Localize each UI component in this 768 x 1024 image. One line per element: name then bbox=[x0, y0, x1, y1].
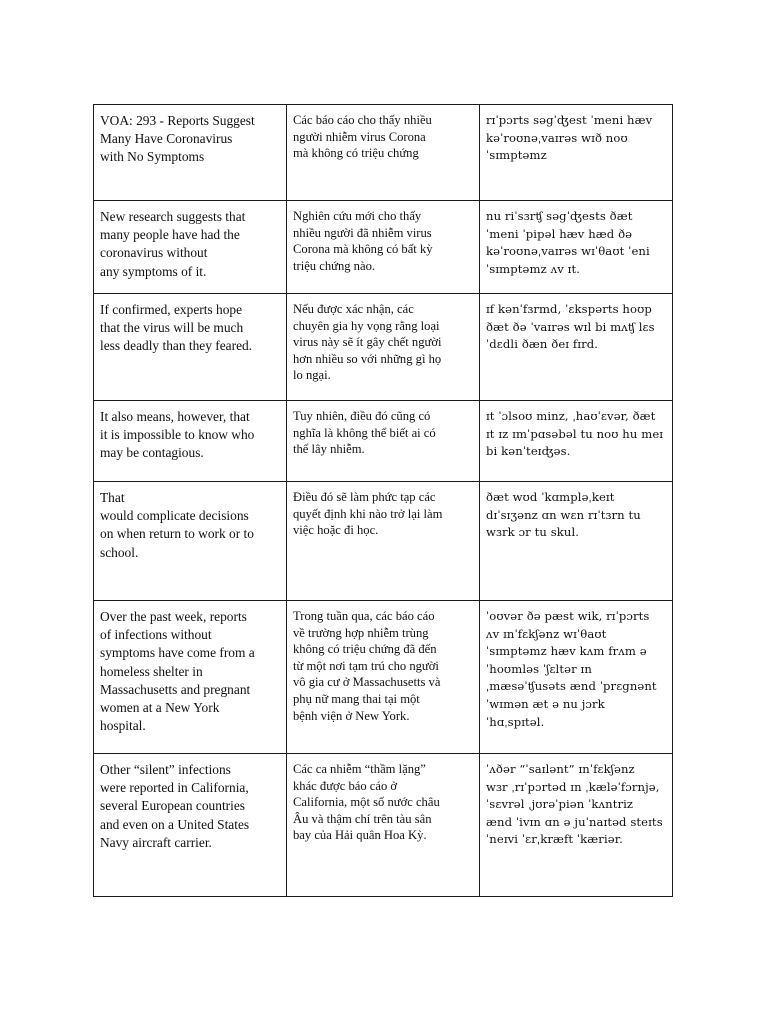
english-text: Over the past week, reports of infections without symptoms have come from a homeless shelter in Massachusetts and pregnant women at a New York hospital. bbox=[100, 609, 255, 734]
table-row bbox=[94, 294, 673, 401]
ipa-text: ˈoʊvər ðə pæst wik, rɪˈpɔrts ʌv ɪnˈfɛkʃənz wɪˈθaʊt ˈsɪmptəmz hæv kʌm frʌm ə ˈhoʊmləs ˈʃɛltər ɪn ˌmæsəˈʧusəts ænd ˈprɛgnənt ˈwɪmən æt ə nu jɔrk ˈhɑˌspɪtəl. bbox=[486, 609, 657, 729]
english-text: That would complicate decisions on when return to work or to school. bbox=[100, 490, 254, 560]
english-cell bbox=[94, 294, 287, 401]
english-cell bbox=[94, 754, 287, 897]
ipa-text: ˈʌðər “ˈsaɪlənt” ɪnˈfɛkʃənz wɜr ˌrɪˈpɔrtəd ɪn ˌkæləˈfɔrnjə, ˈsɛvrəl ˌjʊrəˈpiən ˈkʌntriz ænd ˈivɪn ɑn ə juˈnaɪtəd steɪts ˈneɪvi ˈɛrˌkræft ˈkæriər. bbox=[486, 762, 663, 847]
ipa-cell bbox=[480, 601, 673, 754]
table-row bbox=[94, 601, 673, 754]
vietnamese-cell bbox=[287, 201, 480, 294]
vietnamese-cell bbox=[287, 401, 480, 482]
table-row bbox=[94, 201, 673, 294]
english-cell bbox=[94, 105, 287, 201]
english-text: VOA: 293 - Reports Suggest Many Have Coronavirus with No Symptoms bbox=[100, 113, 255, 165]
ipa-text: nu riˈsɜrʧ səgˈʤests ðæt ˈmeni ˈpipəl hæv hæd ðə kəˈroʊnəˌvaɪrəs wɪˈθaʊt ˈeni ˈsɪmptəmz ʌv ɪt. bbox=[486, 209, 650, 276]
vietnamese-text: Trong tuần qua, các báo cáo về trường hợp nhiễm trùng không có triệu chứng đã đến từ một nơi tạm trú cho người vô gia cư ở Massachusetts và phụ nữ mang thai tại một bệnh viện ở New York. bbox=[293, 609, 441, 723]
ipa-cell bbox=[480, 754, 673, 897]
table-row bbox=[94, 754, 673, 897]
english-text: New research suggests that many people have had the coronavirus without any symptoms of it. bbox=[100, 209, 246, 279]
vietnamese-cell bbox=[287, 105, 480, 201]
ipa-cell bbox=[480, 482, 673, 601]
vietnamese-text: Các báo cáo cho thấy nhiều người nhiễm virus Corona mà không có triệu chứng bbox=[293, 113, 432, 161]
ipa-cell bbox=[480, 201, 673, 294]
english-text: Other “silent” infections were reported in California, several European countries and even on a United States Navy aircraft carrier. bbox=[100, 762, 250, 850]
ipa-cell bbox=[480, 294, 673, 401]
english-cell bbox=[94, 601, 287, 754]
vietnamese-text: Điều đó sẽ làm phức tạp các quyết định khi nào trở lại làm việc hoặc đi học. bbox=[293, 490, 443, 538]
vietnamese-cell bbox=[287, 294, 480, 401]
table-row bbox=[94, 401, 673, 482]
english-cell bbox=[94, 201, 287, 294]
bilingual-vocabulary-table bbox=[93, 104, 673, 897]
english-cell bbox=[94, 482, 287, 601]
ipa-text: ðæt wʊd ˈkɑmpləˌkeɪt dɪˈsɪʒənz ɑn wɛn rɪˈtɜrn tu wɜrk ɔr tu skul. bbox=[486, 490, 641, 540]
vietnamese-text: Nghiên cứu mới cho thấy nhiều người đã nhiễm virus Corona mà không có bất kỳ triệu chứng nào. bbox=[293, 209, 433, 273]
table-row bbox=[94, 482, 673, 601]
ipa-cell bbox=[480, 105, 673, 201]
table-row bbox=[94, 105, 673, 201]
vietnamese-cell bbox=[287, 754, 480, 897]
vietnamese-text: Nếu được xác nhận, các chuyên gia hy vọng rằng loại virus này sẽ ít gây chết người hơn nhiều so với những gì họ lo ngại. bbox=[293, 302, 442, 383]
ipa-cell bbox=[480, 401, 673, 482]
english-cell bbox=[94, 401, 287, 482]
english-text: It also means, however, that it is impossible to know who may be contagious. bbox=[100, 409, 255, 461]
ipa-text: ɪt ˈɔlsoʊ minz, ˌhaʊˈɛvər, ðæt ɪt ɪz ɪmˈpɑsəbəl tu noʊ hu meɪ bi kənˈteɪʤəs. bbox=[486, 409, 664, 459]
vietnamese-text: Các ca nhiễm “thầm lặng” khác được báo cáo ở California, một số nước châu Âu và thậm chí trên tàu sân bay của Hải quân Hoa Kỳ. bbox=[293, 762, 440, 843]
vietnamese-cell bbox=[287, 482, 480, 601]
english-text: If confirmed, experts hope that the virus will be much less deadly than they feared. bbox=[100, 302, 253, 354]
ipa-text: ɪf kənˈfɜrmd, ˈɛkspərts hoʊp ðæt ðə ˈvaɪrəs wɪl bi mʌʧ lɛs ˈdɛdli ðæn ðeɪ fɪrd. bbox=[486, 302, 655, 352]
ipa-text: rɪˈpɔrts səgˈʤest ˈmeni hæv kəˈroʊnəˌvaɪrəs wɪð noʊ ˈsɪmptəmz bbox=[486, 113, 653, 163]
vietnamese-cell bbox=[287, 601, 480, 754]
vietnamese-text: Tuy nhiên, điều đó cũng có nghĩa là không thể biết ai có thể lây nhiễm. bbox=[293, 409, 436, 457]
